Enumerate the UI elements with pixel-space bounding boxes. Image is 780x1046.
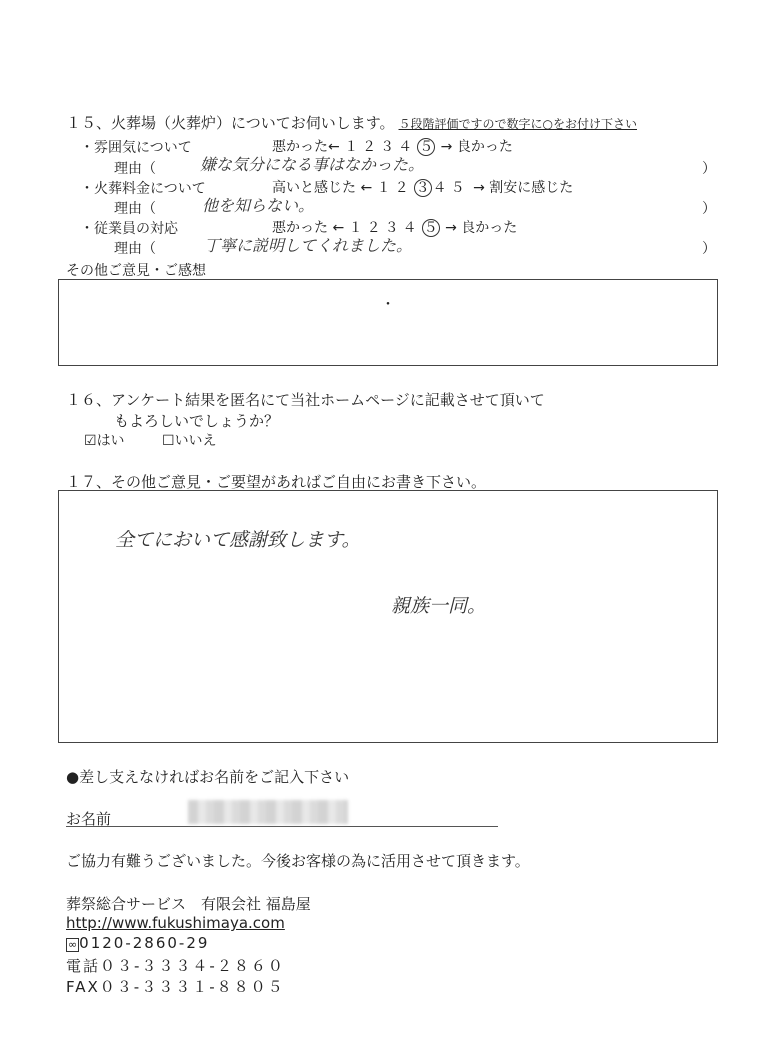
q16-line2: もよろしいでしょうか？: [114, 412, 280, 430]
q15-other-text: ・: [381, 297, 395, 313]
q15-item-atmosphere-scale: 悪かった← １２３４ ５ → 良かった: [272, 139, 513, 155]
q15-item-staff-reason-label: 理由（: [114, 241, 156, 257]
q17-answer-line2: 親族一同。: [391, 595, 487, 617]
q15-item-atmosphere-reason-text: 嫌な気分になる事はなかった。: [200, 155, 425, 174]
q15-item-staff-reason-close: ）: [702, 241, 716, 257]
name-prompt: ●差し支えなければお名前をご記入下さい: [66, 768, 350, 786]
q15-item-staff-reason-text: 丁寧に説明してくれました。: [204, 236, 413, 255]
company-fax: FAX０３-３３３１-８８０５: [66, 978, 285, 996]
checkbox-checked-icon[interactable]: ☑: [84, 433, 97, 449]
q15-item-staff-scale: 悪かった ← １２３４ ５ → 良かった: [272, 220, 518, 236]
q15-item-fee-reason-label: 理由（: [114, 201, 156, 217]
q15-item-fee-scale: 高いと感じた ← １２ ３ ４５ → 割安に感じた: [272, 180, 574, 196]
q17-title: １７、その他ご意見・ご要望があればご自由にお書き下さい。: [66, 473, 487, 491]
q15-other-label: その他ご意見・ご感想: [66, 263, 206, 279]
selected-rating-circle: ５: [423, 220, 438, 236]
thanks-message: ご協力有難うございました。今後お客様の為に活用させて頂きます。: [66, 852, 530, 870]
selected-rating-circle: ３: [415, 180, 430, 196]
q16-line1: １６、アンケート結果を匿名にて当社ホームページに記載させて頂いて: [66, 391, 545, 409]
q15-item-fee-reason-text: 他を知らない。: [202, 196, 315, 215]
q16-no-option[interactable]: ☐いいえ: [162, 433, 217, 449]
name-underline: [66, 826, 498, 827]
q15-item-atmosphere-reason-close: ）: [702, 161, 716, 177]
checkbox-empty-icon[interactable]: ☐: [162, 433, 175, 449]
company-name: 葬祭総合サービス 有限会社 福島屋: [66, 895, 311, 913]
q15-other-box: [58, 279, 718, 366]
q15-note: ５段階評価ですので数字に○をお付け下さい: [398, 117, 637, 131]
company-url-link[interactable]: http://www.fukushimaya.com: [66, 914, 285, 932]
q15-item-atmosphere-reason-label: 理由（: [114, 161, 156, 177]
q16-yes-option[interactable]: ☑はい: [84, 433, 125, 449]
q15-item-fee-reason-close: ）: [702, 201, 716, 217]
q17-answer-line1: 全てにおいて感謝致します。: [115, 529, 361, 551]
q17-answer-box: [58, 490, 718, 743]
selected-rating-circle: ５: [419, 139, 434, 155]
name-redacted-blur: [188, 800, 348, 824]
company-tel: 電話０３-３３３４-２８６０: [66, 957, 285, 975]
name-label: お名前: [66, 810, 112, 828]
freedial-icon: ∞: [68, 938, 78, 951]
company-freedial: ∞ 0120-2860-29: [68, 934, 210, 952]
q15-item-atmosphere-label: ・雰囲気について: [80, 140, 192, 156]
q15-title: １５、火葬場（火葬炉）についてお伺いします。 ５段階評価ですので数字に○をお付け下さい: [66, 114, 637, 132]
q15-item-fee-label: ・火葬料金について: [80, 181, 206, 197]
q15-item-staff-label: ・従業員の対応: [80, 221, 178, 237]
